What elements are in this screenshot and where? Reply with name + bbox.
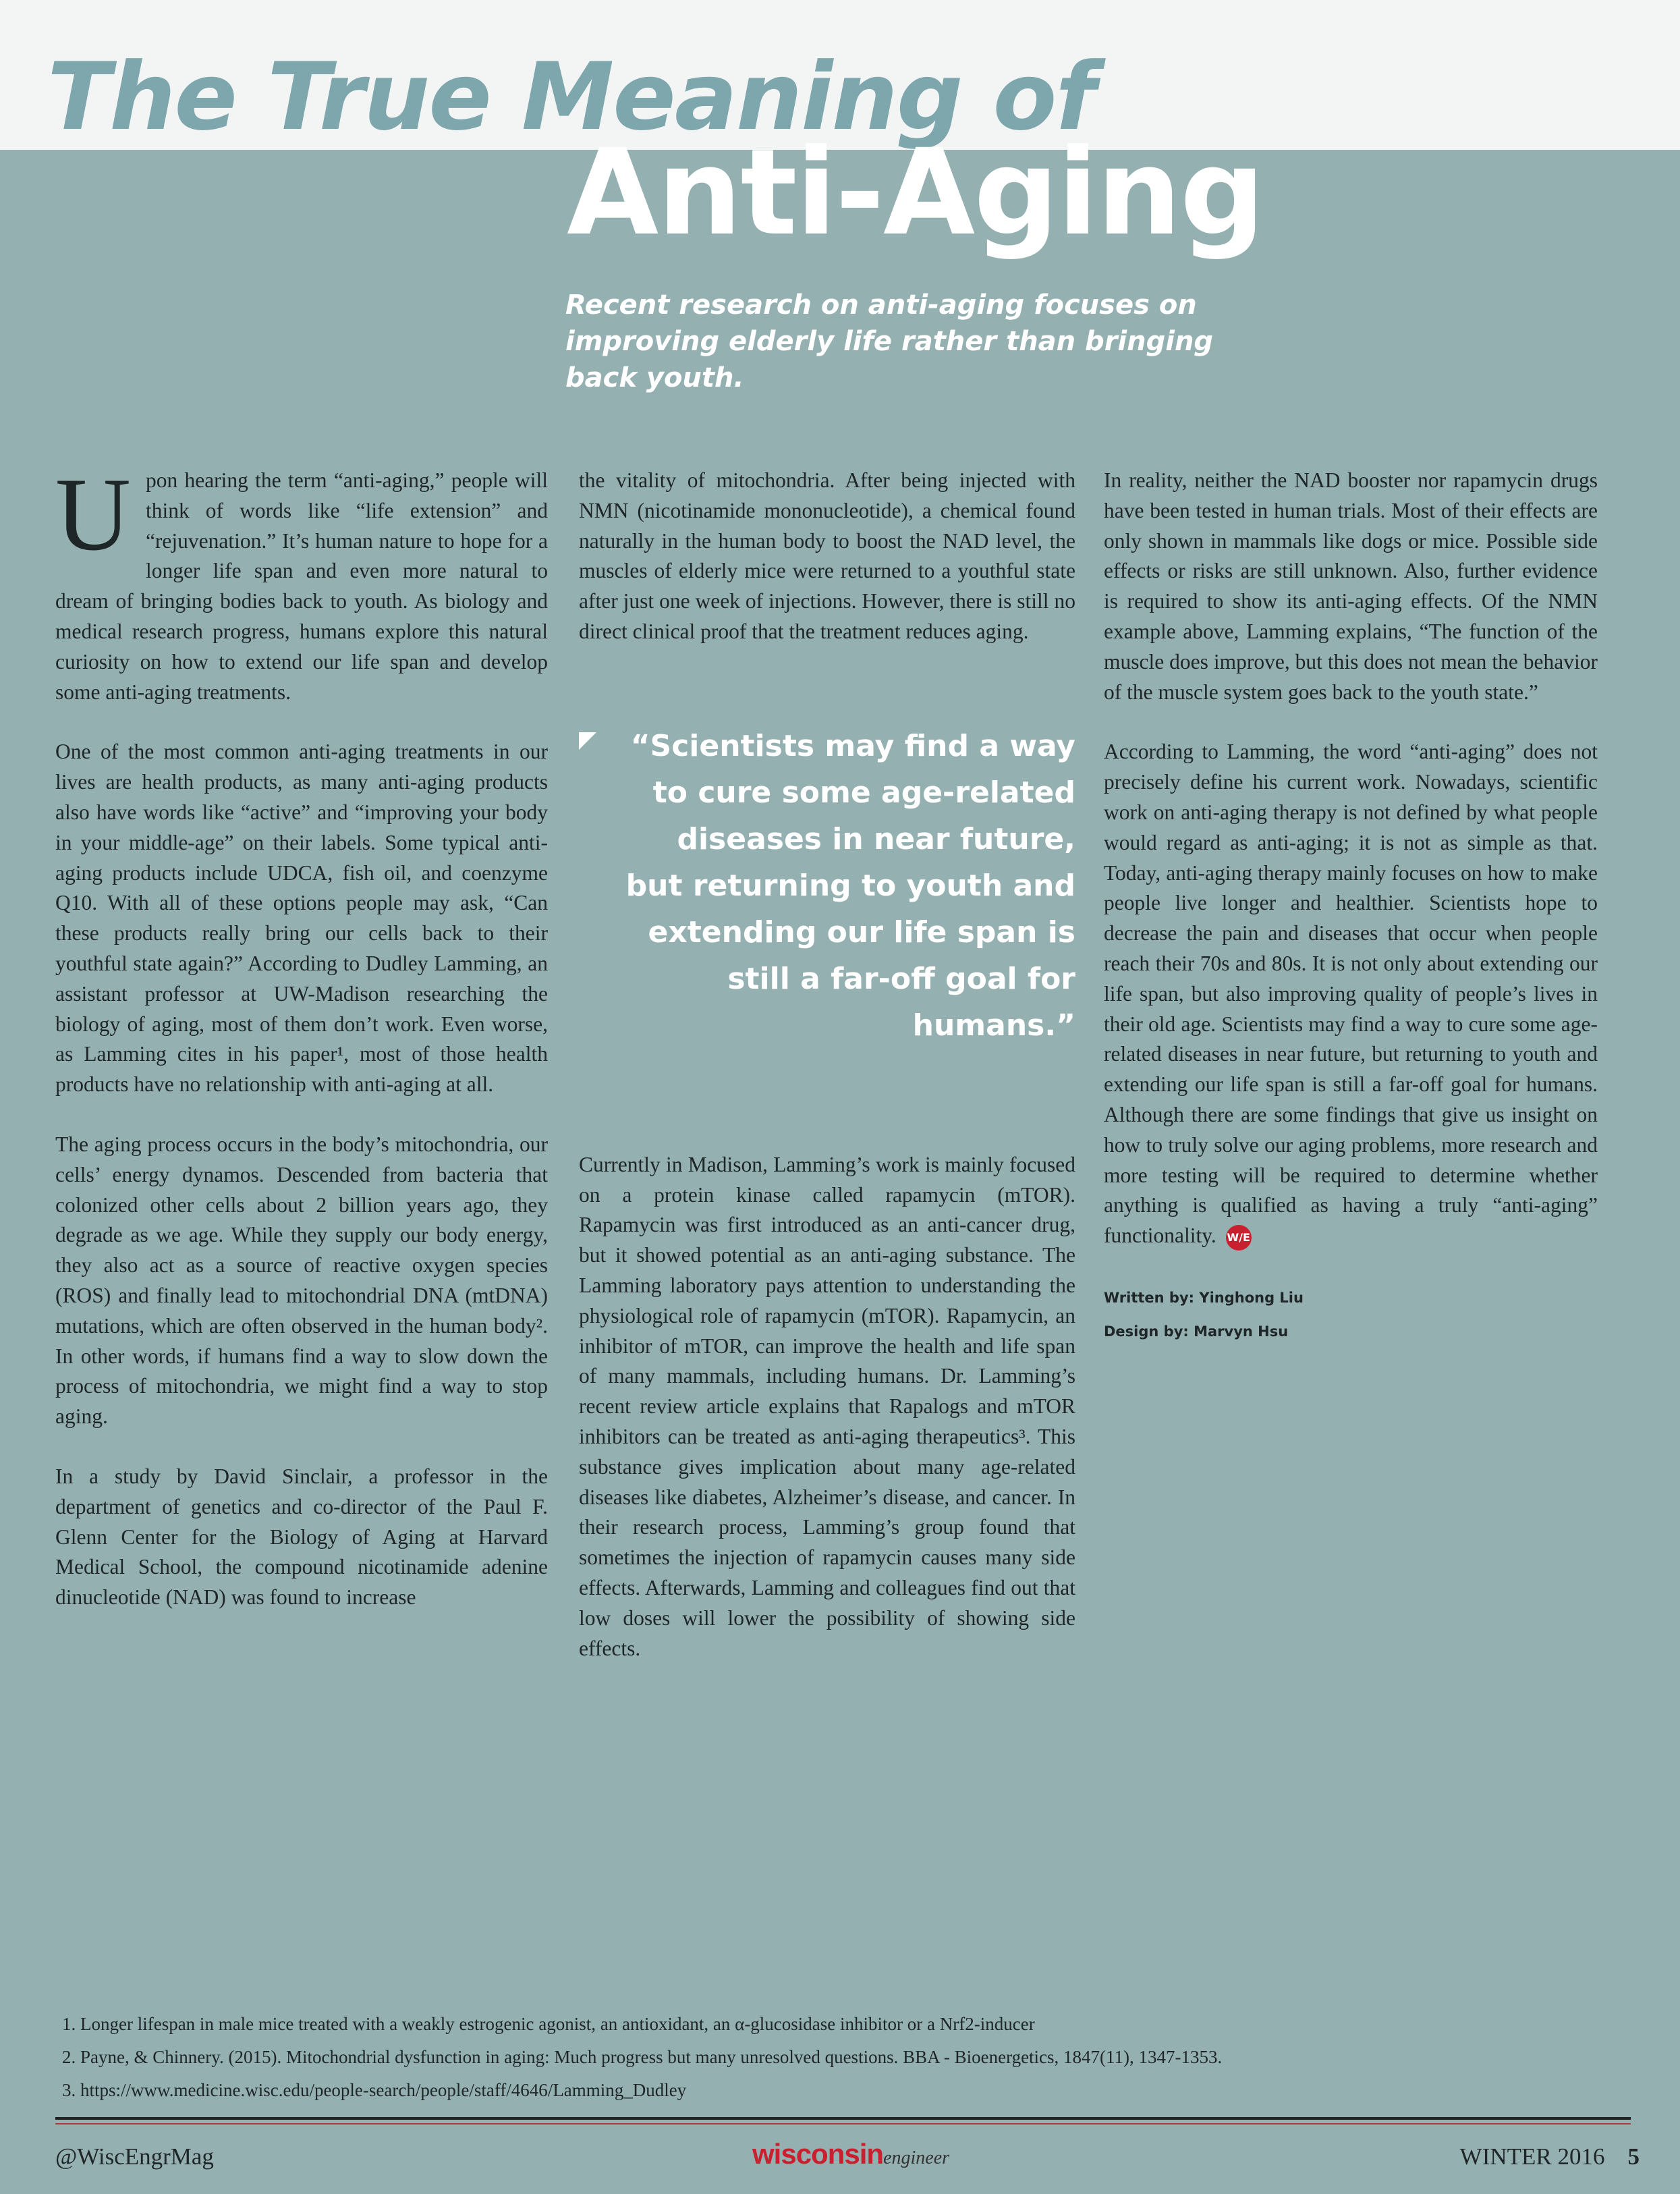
footer-rule bbox=[55, 2117, 1631, 2120]
pull-quote-block bbox=[579, 723, 1075, 1049]
issue-info bbox=[1460, 2143, 1640, 2170]
quote-marker-icon bbox=[579, 732, 596, 750]
footnotes bbox=[62, 2008, 1614, 2107]
paragraph: the vitality of mitochondria. After being injected with NMN (nicotinamide mononucleotide), a chemical found naturally in the human body to boost the NAD level, the muscles of elderly mice were returned to a youthful state after just one week of injections. However, there is still no direct clinical proof that the treatment reduces aging. bbox=[579, 468, 1075, 643]
paragraph-text: According to Lamming, the word “anti-aging” does not precisely define his current work. Nowadays, scientific work on anti-aging therapy is not defined by what people would regard as anti-aging; it is not as simple as that. Today, anti-aging therapy mainly focuses on how to make people live longer and healthier. Scientists hope to decrease the pain and diseases that occur when people reach their 70s and 80s. It is not only about extending our life span, but also improving quality of people’s lives in their old age. Scientists may find a way to cure some age-related diseases in near future, but returning to youth and extending our life span is still a far-off goal for humans. Although there are some findings that give us insight on how to truly solve our aging problems, more research and more testing will be required to determine whether anything is qualified as having a truly “anti-aging” functionality. bbox=[1104, 740, 1598, 1248]
social-handle: @WiscEngrMag bbox=[55, 2143, 214, 2170]
end-mark-icon: W/E bbox=[1226, 1225, 1252, 1251]
footnote-3: 3. https://www.medicine.wisc.edu/people-search/people/staff/4646/Lamming_Dudley bbox=[62, 2080, 687, 2100]
paragraph-text: pon hearing the term “anti-aging,” people will think of words like “life extension” and “rejuvenation.” It’s human nature to hope for a longer life span and even more natural to dream of bringing bodies back to youth. As biology and medical research progress, humans explore this natural curiosity on how to extend our life span and develop some anti-aging treatments. bbox=[55, 468, 548, 704]
paragraph bbox=[55, 456, 548, 707]
design-by: Design by: Marvyn Hsu bbox=[1104, 1323, 1289, 1340]
article-column-3 bbox=[1104, 466, 1598, 1348]
logo-word-engineer: engineer bbox=[883, 2147, 950, 2168]
footer-rule-accent bbox=[55, 2123, 1631, 2124]
paragraph: In a study by David Sinclair, a professor in the department of genetics and co-director of the Paul F. Glenn Center for the Biology of Aging at Harvard Medical School, the compound nicotinamide adenine dinucleotide (NAD) was found to increase bbox=[55, 1464, 548, 1610]
page-number: 5 bbox=[1627, 2143, 1640, 2170]
footnote-1: 1. Longer lifespan in male mice treated with a weakly estrogenic agonist, an antioxidant, an α-glucosidase inhibitor or a Nrf2-inducer bbox=[62, 2014, 1035, 2034]
paragraph: Currently in Madison, Lamming’s work is mainly focused on a protein kinase called rapamycin (mTOR). Rapamycin was first introduced as an anti-cancer drug, but it showed potential as an anti-aging substance. The Lamming laboratory pays attention to understanding the physiological role of rapamycin (mTOR). Rapamycin, an inhibitor of mTOR, can improve the health and life span of many mammals, including humans. Dr. Lamming’s recent review article explains that Rapalogs and mTOR inhibitors can be treated as anti-aging therapeutics³. This substance gives implication about many age-related diseases like diabetes, Alzheimer’s disease, and cancer. In their research process, Lamming’s group found that sometimes the injection of rapamycin causes many side effects. Afterwards, Lamming and colleagues find out that low doses will lower the possibility of showing side effects. bbox=[579, 1152, 1075, 1660]
article-column-1 bbox=[55, 456, 548, 1613]
magazine-logo bbox=[752, 2138, 949, 2170]
title-line-2: Anti-Aging bbox=[567, 124, 1264, 262]
article-column-2 bbox=[579, 466, 1075, 1664]
paragraph bbox=[1104, 737, 1598, 1251]
subtitle: Recent research on anti-aging focuses on improving elderly life rather than bringing back youth. bbox=[565, 290, 1214, 393]
footnote-2: 2. Payne, & Chinnery. (2015). Mitochondrial dysfunction in aging: Much progress but many unresolved questions. BBA - Bioenergetics, 1847(11), 1347-1353. bbox=[62, 2047, 1223, 2067]
drop-cap: U bbox=[55, 456, 131, 572]
credits bbox=[1104, 1281, 1598, 1348]
title-line-1: The True Meaning of bbox=[47, 43, 1095, 151]
written-by: Written by: Yinghong Liu bbox=[1104, 1289, 1304, 1306]
logo-word-wisconsin: wisconsin bbox=[752, 2138, 884, 2170]
paragraph: One of the most common anti-aging treatments in our lives are health products, as many anti-aging products also have words like “active” and “improving your body in your middle-age” on their labels. Some typical anti-aging products include UDCA, fish oil, and coenzyme Q10. With all of these options people may ask, “Can these products really bring our cells back to their youthful state again?” According to Dudley Lamming, an assistant professor at UW-Madison researching the biology of aging, most of them don’t work. Even worse, as Lamming cites in his paper¹, most of those health products have no relationship with anti-aging at all. bbox=[55, 740, 548, 1097]
paragraph: In reality, neither the NAD booster nor rapamycin drugs have been tested in human trials. Most of their effects are only shown in mammals like dogs or mice. Possible side effects or risks are still unknown. Also, further evidence is required to show its anti-aging effects. Of the NMN example above, Lamming explains, “The function of the muscle does improve, but this does not mean the behavior of the muscle system goes back to the youth state.” bbox=[1104, 468, 1598, 704]
pull-quote: “Scientists may find a way to cure some age-related diseases in near future, but returning to youth and extending our life span is still a far-off goal for humans.” bbox=[625, 728, 1075, 1043]
issue-date: WINTER 2016 bbox=[1459, 2143, 1605, 2170]
paragraph: The aging process occurs in the body’s mitochondria, our cells’ energy dynamos. Descended from bacteria that colonized other cells about 2 billion years ago, they degrade as we age. While they supply our body energy, they also act as a source of reactive oxygen species (ROS) and finally lead to mitochondrial DNA (mtDNA) mutations, which are often observed in the human body². In other words, if humans find a way to slow down the process of mitochondria, we might find a way to stop aging. bbox=[55, 1132, 548, 1429]
